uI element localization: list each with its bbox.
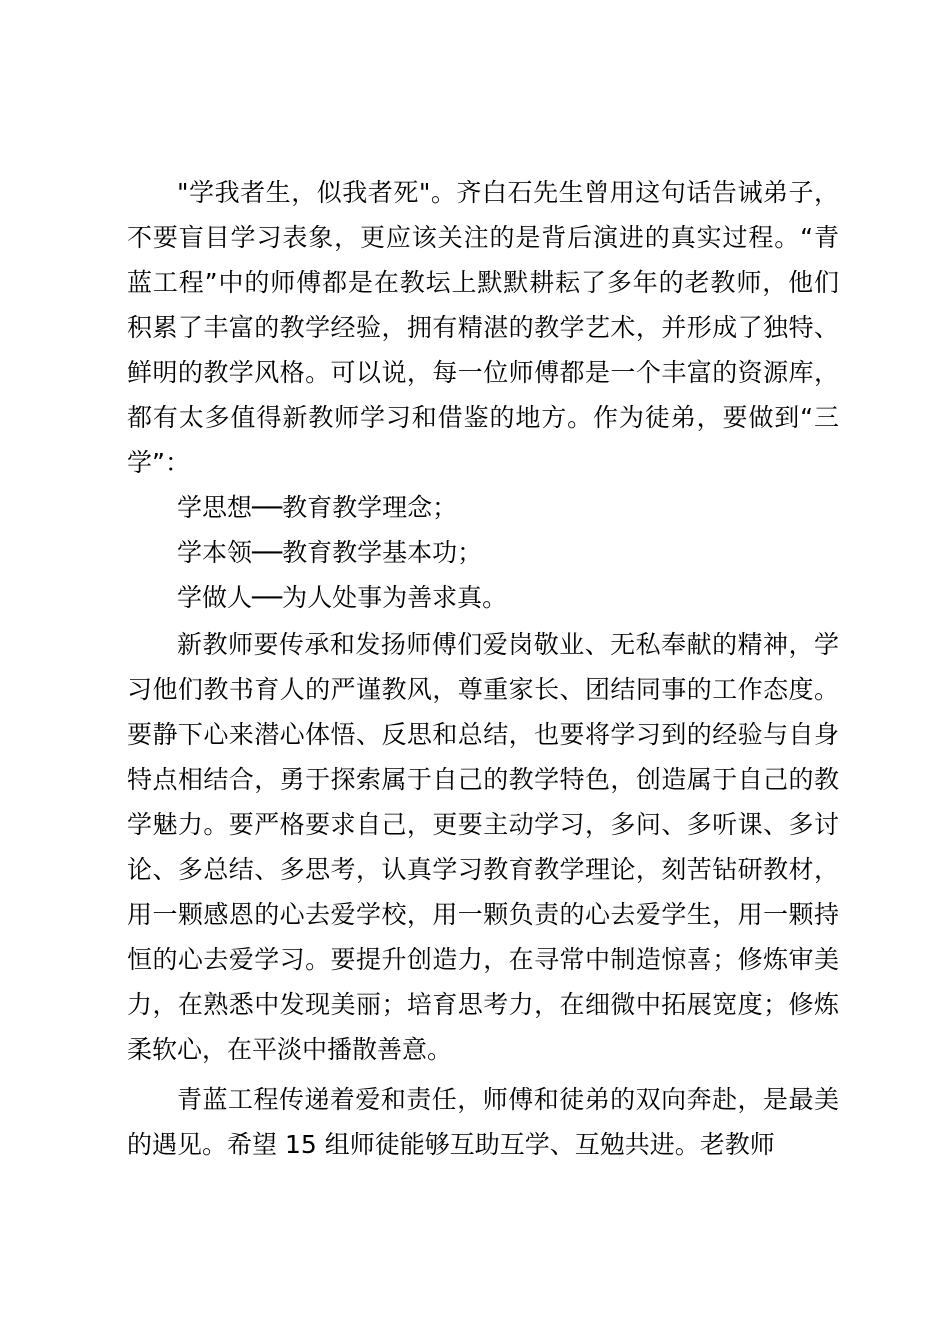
paragraph-learn-thought: 学思想──教育教学理念； (177, 493, 458, 522)
paragraph-intro: "学我者生，似我者死"。齐白石先生曾用这句话告诫弟子，不要盲目学习表象，更应该关注的是背后演进的真实过程。“青蓝工程”中的师傅都是在教坛上默默耕耘了多年的老教师，他们积累了丰富的教学经验，拥有精湛的教学艺术，并形成了独特、鲜明的教学风格。可以说，每一位师傅都是一个丰富的资源库，都有太多值得新教师学习和借鉴的地方。作为徒弟，要做到“三学”： (127, 178, 839, 477)
paragraph-learn-conduct: 学做人──为人处事为善求真。 (177, 583, 508, 612)
document-page (127, 170, 839, 1167)
paragraph-closing: 青蓝工程传递着爱和责任，师傅和徒弟的双向奔赴，是最美的遇见。希望 15 组师徒能够互助互学、互勉共进。老教师 (127, 1085, 839, 1159)
paragraph-new-teachers: 新教师要传承和发扬师傅们爱岗敬业、无私奉献的精神，学习他们教书育人的严谨教风，尊重家长、团结同事的工作态度。要静下心来潜心体悟、反思和总结，也要将学习到的经验与自身特点相结合，勇于探索属于自己的教学特色，创造属于自己的教学魅力。要严格要求自己，更要主动学习，多问、多听课、多讨论、多总结、多思考，认真学习教育教学理论，刻苦钻研教材，用一颗感恩的心去爱学校，用一颗负责的心去爱学生，用一颗持恒的心去爱学习。要提升创造力，在寻常中制造惊喜；修炼审美力，在熟悉中发现美丽；培育思考力，在细微中拓展宽度；修炼柔软心，在平淡中播散善意。 (127, 630, 839, 1064)
paragraph-learn-skill: 学本领──教育教学基本功； (177, 538, 483, 567)
